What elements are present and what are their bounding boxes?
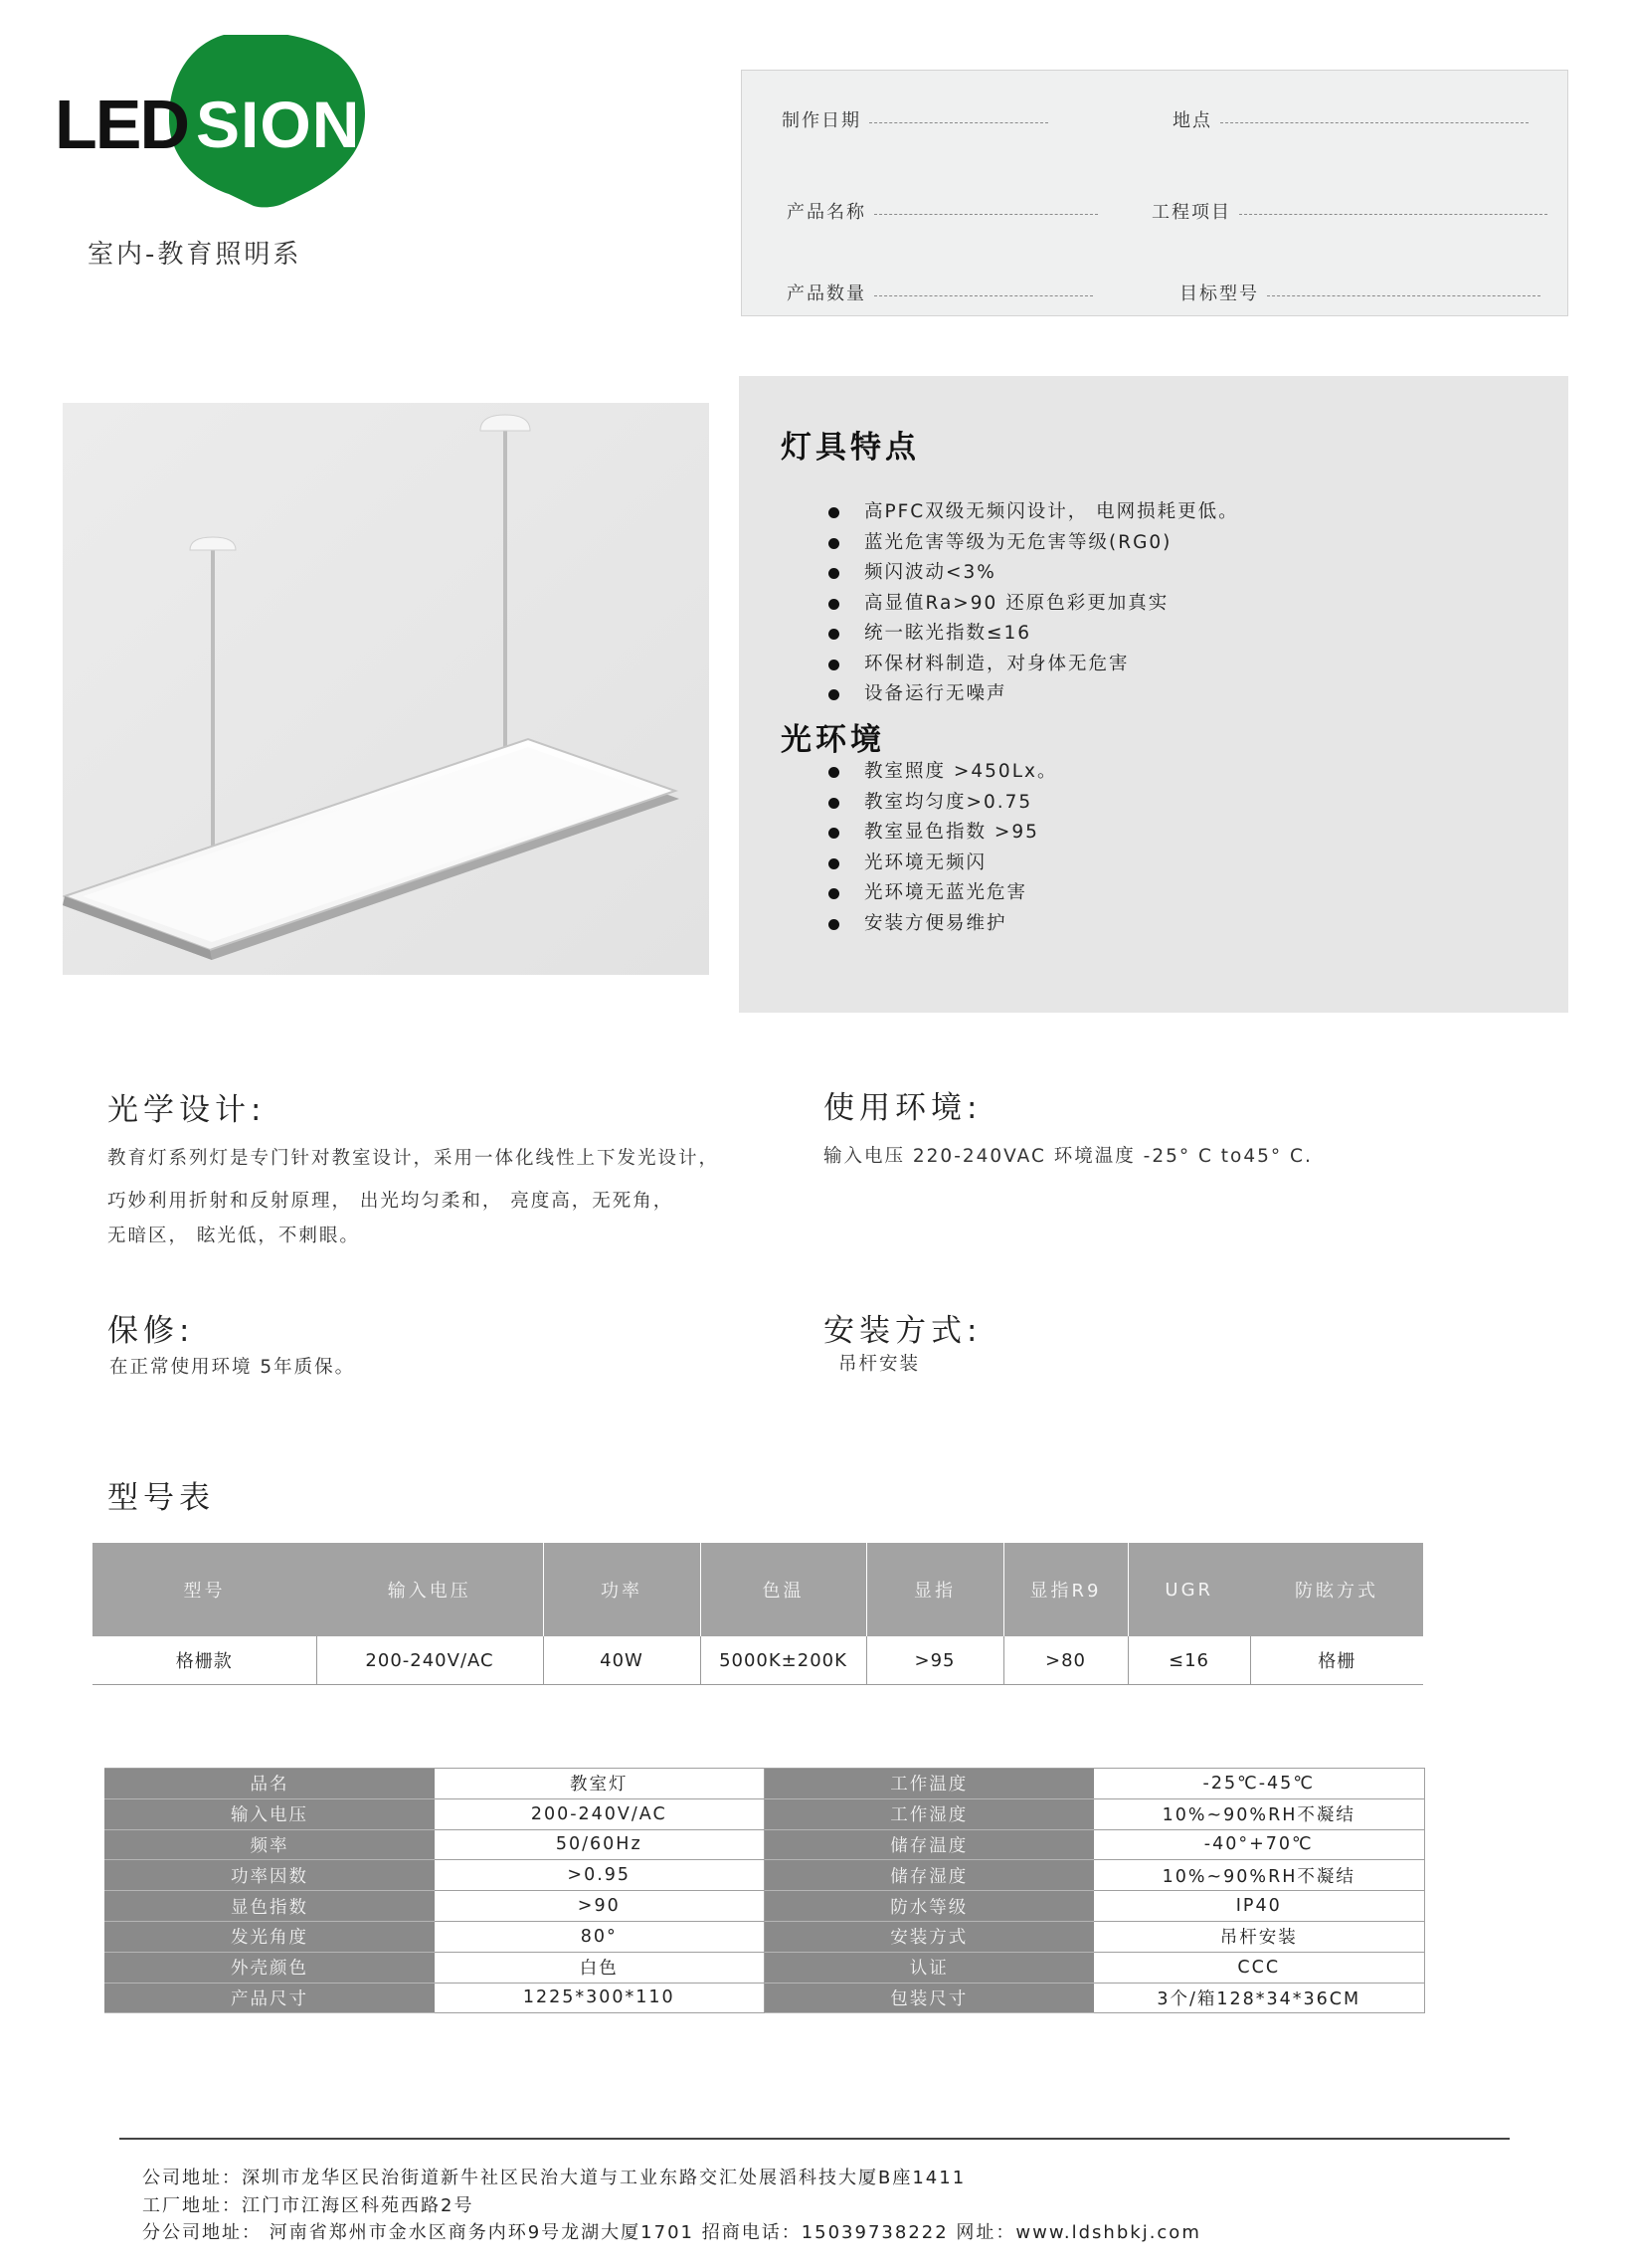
target-model-field[interactable] xyxy=(1179,280,1540,305)
cell-cri: >95 xyxy=(866,1636,1003,1685)
spec-value: 10%~90%RH不凝结 xyxy=(1094,1860,1424,1891)
warranty-title: 保修: xyxy=(107,1313,195,1349)
product-name-label: 产品名称 xyxy=(787,202,866,223)
header-model: 型号 xyxy=(92,1543,316,1636)
cell-power: 40W xyxy=(543,1636,700,1685)
project-label: 工程项目 xyxy=(1152,202,1231,223)
spec-label: 频率 xyxy=(104,1829,435,1860)
header-power: 功率 xyxy=(543,1543,700,1636)
spec-label: 功率因数 xyxy=(104,1860,435,1891)
feature-item: 高PFC双级无频闪设计， 电网损耗更低。 xyxy=(828,497,1239,528)
location-line xyxy=(1220,121,1529,123)
spec-row xyxy=(104,1983,1424,2013)
spec-row xyxy=(104,1891,1424,1922)
product-name-field[interactable] xyxy=(787,198,1098,224)
logo-text-led: LED xyxy=(55,86,188,163)
spec-value: IP40 xyxy=(1094,1891,1424,1922)
header-ugr: UGR xyxy=(1128,1543,1250,1636)
location-label: 地点 xyxy=(1173,110,1212,131)
series-title: 室内-教育照明系 xyxy=(88,240,302,270)
target-model-line xyxy=(1267,294,1540,296)
spec-value: 50/60Hz xyxy=(435,1829,764,1860)
date-field[interactable] xyxy=(782,106,1048,132)
model-table-title: 型号表 xyxy=(107,1480,215,1516)
date-line xyxy=(869,121,1048,123)
spec-label: 输入电压 xyxy=(104,1798,435,1829)
cell-anti-glare: 格栅 xyxy=(1250,1636,1423,1685)
spec-value: 200-240V/AC xyxy=(435,1798,764,1829)
optical-line-2: 巧妙利用折射和反射原理， 出光均匀柔和， 亮度高，无死角， xyxy=(107,1191,674,1212)
spec-value: 白色 xyxy=(435,1952,764,1983)
features-title: 灯具特点 xyxy=(781,430,920,466)
cell-model: 格栅款 xyxy=(92,1636,316,1685)
spec-row xyxy=(104,1829,1424,1860)
spec-value: -40°+70℃ xyxy=(1094,1829,1424,1860)
product-photo xyxy=(63,403,709,975)
light-env-item: 教室显色指数 >95 xyxy=(828,818,1057,849)
light-env-item: 教室均匀度>0.75 xyxy=(828,788,1057,819)
spec-value: 10%~90%RH不凝结 xyxy=(1094,1798,1424,1829)
features-panel xyxy=(739,376,1568,1013)
project-line xyxy=(1239,213,1547,215)
light-env-title: 光环境 xyxy=(781,722,885,758)
spec-value: 80° xyxy=(435,1921,764,1952)
spec-row xyxy=(104,1798,1424,1829)
table-row xyxy=(92,1636,1423,1685)
feature-item: 蓝光危害等级为无危害等级(RG0) xyxy=(828,528,1239,559)
quantity-field[interactable] xyxy=(787,280,1093,305)
feature-item: 高显值Ra>90 还原色彩更加真实 xyxy=(828,589,1239,620)
light-env-item: 光环境无频闪 xyxy=(828,849,1057,879)
spec-value: 吊杆安装 xyxy=(1094,1921,1424,1952)
target-model-label: 目标型号 xyxy=(1179,284,1259,304)
spec-value: -25℃-45℃ xyxy=(1094,1769,1424,1799)
spec-label: 发光角度 xyxy=(104,1921,435,1952)
installation-title: 安装方式: xyxy=(823,1313,983,1349)
optical-design-title: 光学设计: xyxy=(107,1092,267,1128)
optical-line-3: 无暗区， 眩光低，不刺眼。 xyxy=(107,1226,360,1246)
feature-item: 频闪波动<3% xyxy=(828,558,1239,589)
light-env-item: 光环境无蓝光危害 xyxy=(828,878,1057,909)
spec-label: 工作温度 xyxy=(764,1769,1094,1799)
header-r9: 显指R9 xyxy=(1003,1543,1128,1636)
date-label: 制作日期 xyxy=(782,110,861,131)
light-env-item: 教室照度 >450Lx。 xyxy=(828,757,1057,788)
cell-voltage: 200-240V/AC xyxy=(316,1636,543,1685)
info-form xyxy=(741,70,1568,316)
footer-branch-address: 分公司地址： 河南省郑州市金水区商务内环9号龙湖大厦1701 招商电话：15039738222 网址：www.ldshbkj.com xyxy=(142,2222,1201,2243)
installation-text: 吊杆安装 xyxy=(838,1354,921,1375)
warranty-text: 在正常使用环境 5年质保。 xyxy=(109,1357,356,1378)
header-anti-glare: 防眩方式 xyxy=(1250,1543,1423,1636)
product-name-line xyxy=(874,213,1098,215)
model-table-header xyxy=(92,1543,1423,1636)
spec-value: >90 xyxy=(435,1891,764,1922)
spec-value: >0.95 xyxy=(435,1860,764,1891)
logo-text-sion: SION xyxy=(196,88,361,161)
feature-item: 统一眩光指数≤16 xyxy=(828,619,1239,650)
spec-label: 认证 xyxy=(764,1952,1094,1983)
spec-row xyxy=(104,1921,1424,1952)
features-list xyxy=(828,497,1239,710)
spec-value: 3个/箱128*34*36CM xyxy=(1094,1983,1424,2013)
header-cct: 色温 xyxy=(700,1543,866,1636)
feature-item: 环保材料制造，对身体无危害 xyxy=(828,650,1239,680)
spec-row xyxy=(104,1860,1424,1891)
spec-row xyxy=(104,1769,1424,1799)
spec-label: 储存温度 xyxy=(764,1829,1094,1860)
spec-row xyxy=(104,1952,1424,1983)
spec-value: CCC xyxy=(1094,1952,1424,1983)
header-cri: 显指 xyxy=(866,1543,1003,1636)
footer-company-address: 公司地址：深圳市龙华区民治街道新牛社区民治大道与工业东路交汇处展滔科技大厦B座1411 xyxy=(142,2168,967,2188)
pendant-lamp-image xyxy=(63,403,709,975)
quantity-line xyxy=(874,294,1093,296)
spec-label: 安装方式 xyxy=(764,1921,1094,1952)
cell-r9: >80 xyxy=(1003,1636,1128,1685)
spec-value: 1225*300*110 xyxy=(435,1983,764,2013)
spec-label: 品名 xyxy=(104,1769,435,1799)
usage-env-text: 输入电压 220-240VAC 环境温度 -25° C to45° C. xyxy=(823,1146,1313,1167)
spec-label: 工作湿度 xyxy=(764,1798,1094,1829)
spec-label: 外壳颜色 xyxy=(104,1952,435,1983)
usage-env-title: 使用环境: xyxy=(823,1090,983,1126)
feature-item: 设备运行无噪声 xyxy=(828,679,1239,710)
footer-factory-address: 工厂地址：江门市江海区科苑西路2号 xyxy=(142,2195,474,2216)
brand-logo xyxy=(55,35,383,209)
location-field[interactable] xyxy=(1173,106,1529,132)
cell-cct: 5000K±200K xyxy=(700,1636,866,1685)
optical-line-1: 教育灯系列灯是专门针对教室设计，采用一体化线性上下发光设计， xyxy=(107,1148,720,1169)
quantity-label: 产品数量 xyxy=(787,284,866,304)
header-voltage: 输入电压 xyxy=(316,1543,543,1636)
light-env-item: 安装方便易维护 xyxy=(828,909,1057,940)
spec-label: 显色指数 xyxy=(104,1891,435,1922)
spec-label: 产品尺寸 xyxy=(104,1983,435,2013)
model-table xyxy=(92,1543,1423,1685)
cell-ugr: ≤16 xyxy=(1128,1636,1250,1685)
spec-table xyxy=(104,1768,1425,2013)
spec-label: 包装尺寸 xyxy=(764,1983,1094,2013)
footer-divider xyxy=(119,2138,1510,2140)
light-env-list xyxy=(828,757,1057,939)
project-field[interactable] xyxy=(1152,198,1547,224)
spec-label: 储存湿度 xyxy=(764,1860,1094,1891)
spec-label: 防水等级 xyxy=(764,1891,1094,1922)
spec-value: 教室灯 xyxy=(435,1769,764,1799)
